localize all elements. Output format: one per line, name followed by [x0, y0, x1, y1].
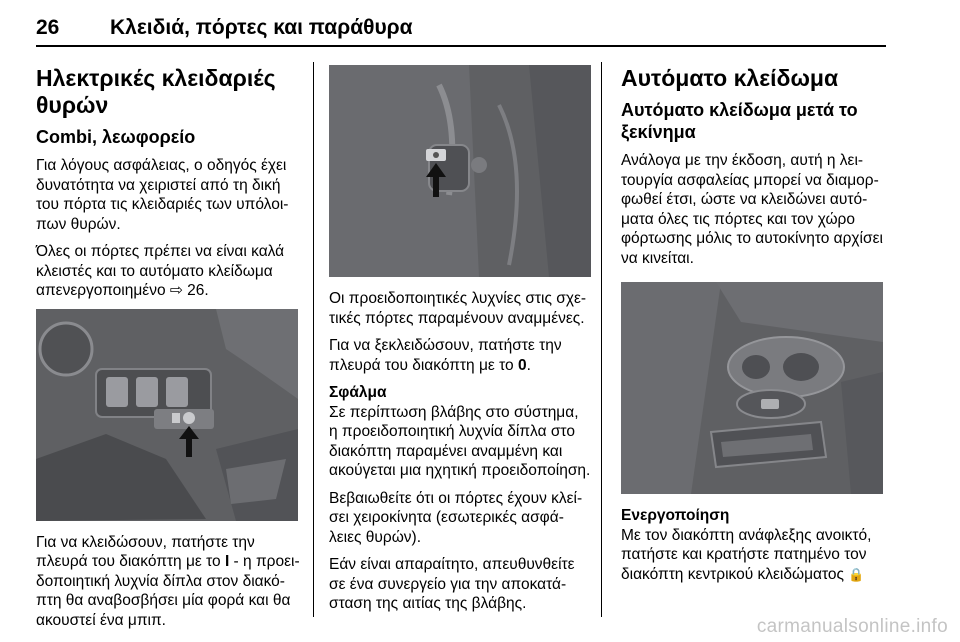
- page-title: Κλειδιά, πόρτες και παράθυρα: [110, 16, 413, 39]
- door-switch-drawing: [329, 65, 591, 277]
- column-1: [36, 65, 300, 638]
- illustration-central-lock-button: [621, 282, 883, 494]
- unlock-symbol: 0: [517, 356, 527, 374]
- illustration-dashboard-switch: [36, 309, 298, 521]
- column-divider-1: [313, 62, 314, 617]
- column-3: [621, 65, 889, 592]
- paragraph-fault-1: Σε περίπτωση βλάβης στο σύστημα, η προειδοποιητική λυχνία δίπλα στο διακόπτη παραμένει αναμμένη και ακούγεται μια ηχητική προειδοποίηση.: [329, 403, 591, 479]
- section-heading-electric-locks: Ηλεκτρικές κλειδαριές θυρών: [36, 65, 276, 118]
- page-reference-icon: ⇨: [169, 282, 183, 299]
- subheading-combi-bus: Combi, λεωφορείο: [36, 127, 196, 147]
- paragraph-fault-3: Εάν είναι απαραίτητο, απευθυνθείτε σε ένα συνεργείο για την αποκατάσταση της αιτίας της βλάβης.: [329, 556, 575, 612]
- page-header: [36, 12, 886, 42]
- column-divider-2: [601, 62, 602, 617]
- paragraph-warning-lights: Οι προειδοποιητικές λυχνίες στις σχετικές πόρτες παραμένουν αναμμένες.: [329, 290, 587, 327]
- paragraph-unlock-instruction: Για να ξεκλειδώσουν, πατήστε την πλευρά του διακόπτη με το 0.: [329, 337, 562, 374]
- watermark: carmanualsonline.info: [756, 616, 948, 637]
- central-lock-drawing: [621, 282, 883, 494]
- header-rule: [36, 45, 886, 47]
- subheading-fault: Σφάλμα: [329, 384, 387, 401]
- subheading-auto-lock-after-start: Αυτόματο κλείδωμα μετά το ξεκίνημα: [621, 100, 858, 142]
- paragraph-auto-lock: Ανάλογα με την έκδοση, αυτή η λειτουργία ασφαλείας μπορεί να διαμορφωθεί έτσι, ώστε να κλειδώνει αυτόματα όλες τις πόρτες και τον χώρο φόρτωσης μόλις το αυτοκίνητο αρχίσει να κινείται.: [621, 152, 883, 267]
- section-heading-auto-lock: Αυτόματο κλείδωμα: [621, 65, 839, 91]
- dashboard-switch-drawing: [36, 309, 298, 521]
- illustration-door-switch: [329, 65, 591, 277]
- column-2: [329, 65, 591, 622]
- paragraph-safety: Για λόγους ασφάλειας, ο οδηγός έχει δυνατότητα να χειριστεί από τη δική του πόρτα τις κλειδαριές των υπόλοιπων θυρών.: [36, 157, 289, 233]
- subheading-activation: Ενεργοποίηση: [621, 507, 730, 524]
- paragraph-lock-instruction: Για να κλειδώσουν, πατήστε την πλευρά του διακόπτη με το I - η προειδοποιητική λυχνία δίπλα στον διακόπτη θα αναβοσβήσει μία φορά και θα ακουστεί ένα μπιπ.: [36, 533, 300, 629]
- lock-icon: 🔒: [848, 566, 865, 582]
- lock-symbol: I: [224, 553, 230, 570]
- page-number: 26: [36, 16, 60, 39]
- paragraph-fault-2: Βεβαιωθείτε ότι οι πόρτες έχουν κλείσει χειροκίνητα (εσωτερικές ασφάλειες θυρών).: [329, 489, 583, 546]
- paragraph-doors-closed: Όλες οι πόρτες πρέπει να είναι καλά κλειστές και το αυτόματο κλείδωμα απενεργοποιημένο ⇨ 26.: [36, 243, 285, 299]
- paragraph-activation: Με τον διακόπτη ανάφλεξης ανοικτό, πατήστε και κρατήστε πατημένο τον διακόπτη κεντρικού κλειδώματος 🔒: [621, 526, 872, 583]
